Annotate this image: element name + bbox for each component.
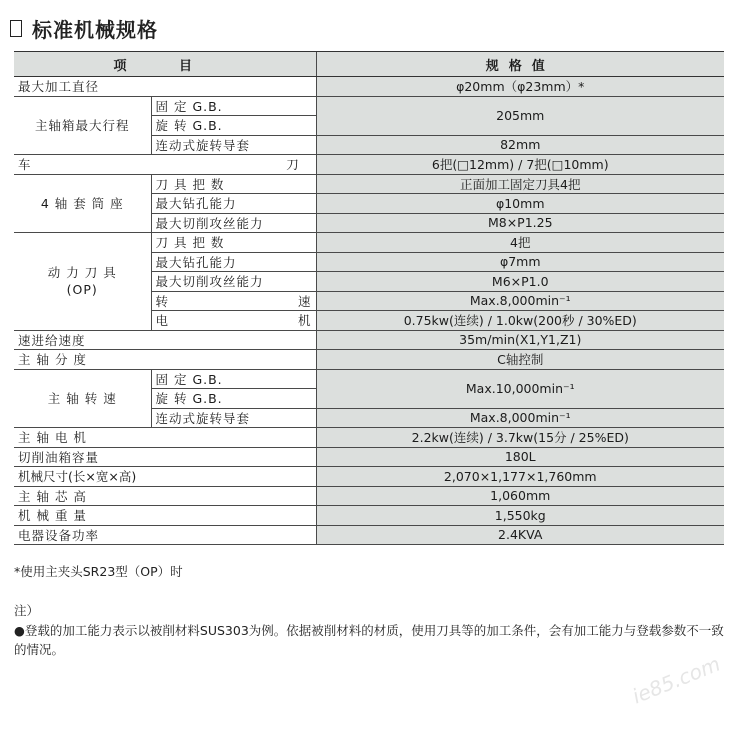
row-value: 35m/min(X1,Y1,Z1) — [316, 330, 724, 350]
row-value: φ7mm — [316, 252, 724, 272]
title-text: 标准机械规格 — [32, 18, 158, 42]
row-value: φ20mm（φ23mm）* — [316, 77, 724, 97]
row-value: 4把 — [316, 233, 724, 253]
sub-label: 连动式旋转导套 — [151, 135, 316, 155]
group-label: 主 轴 转 速 — [14, 369, 151, 428]
table-row — [14, 350, 724, 370]
note-text: ●登载的加工能力表示以被削材料SUS303为例。依据被削材料的材质，使用刀具等的加工条件，会有加工能力与登载参数不一致的情况。 — [14, 623, 724, 657]
notes-title: 注） — [14, 603, 40, 618]
row-label: 车 刀 — [14, 155, 316, 175]
sub-label: 旋 转 G.B. — [151, 116, 316, 136]
row-value: 正面加工固定刀具4把 — [316, 174, 724, 194]
row-value: Max.8,000min⁻¹ — [316, 408, 724, 428]
table-row — [14, 369, 724, 389]
row-label: 切削油箱容量 — [14, 447, 316, 467]
row-value: 1,550kg — [316, 506, 724, 526]
table-row — [14, 155, 724, 175]
table-row — [14, 486, 724, 506]
row-value: φ10mm — [316, 194, 724, 214]
sub-label: 电 机 — [151, 311, 316, 331]
sub-label: 固 定 G.B. — [151, 96, 316, 116]
sub-label: 刀 具 把 数 — [151, 174, 316, 194]
sub-label: 刀 具 把 数 — [151, 233, 316, 253]
table-row — [14, 525, 724, 545]
table-row — [14, 174, 724, 194]
table-header-row — [14, 52, 724, 77]
table-row — [14, 467, 724, 487]
row-value: 2.4KVA — [316, 525, 724, 545]
row-value: C轴控制 — [316, 350, 724, 370]
row-label: 最大加工直径 — [14, 77, 316, 97]
row-value: M8×P1.25 — [316, 213, 724, 233]
row-value: 0.75kw(连续) / 1.0kw(200秒 / 30%ED) — [316, 311, 724, 331]
group-label: 主轴箱最大行程 — [14, 96, 151, 155]
table-row — [14, 447, 724, 467]
sub-label: 最大切削攻丝能力 — [151, 272, 316, 292]
row-value: 180L — [316, 447, 724, 467]
row-value: Max.8,000min⁻¹ — [316, 291, 724, 311]
table-row — [14, 330, 724, 350]
sub-label: 最大钻孔能力 — [151, 194, 316, 214]
sub-label: 最大切削攻丝能力 — [151, 213, 316, 233]
spec-table — [14, 51, 724, 545]
group-label: 动 力 刀 具 (OP) — [14, 233, 151, 331]
row-label: 机械尺寸(长×宽×高) — [14, 467, 316, 487]
sub-label: 固 定 G.B. — [151, 369, 316, 389]
table-row — [14, 233, 724, 253]
row-label: 机 械 重 量 — [14, 506, 316, 526]
table-row — [14, 77, 724, 97]
sub-label: 最大钻孔能力 — [151, 252, 316, 272]
group-label: 4 轴 套 筒 座 — [14, 174, 151, 233]
row-value: 2,070×1,177×1,760mm — [316, 467, 724, 487]
table-row — [14, 428, 724, 448]
square-bullet-icon — [10, 20, 22, 37]
header-item: 项 目 — [14, 52, 316, 77]
row-label: 主 轴 分 度 — [14, 350, 316, 370]
table-row — [14, 96, 724, 116]
row-value: M6×P1.0 — [316, 272, 724, 292]
sub-label: 旋 转 G.B. — [151, 389, 316, 409]
row-value: 2.2kw(连续) / 3.7kw(15分 / 25%ED) — [316, 428, 724, 448]
spec-section-title — [10, 14, 158, 43]
row-value: 82mm — [316, 135, 724, 155]
footnote: *使用主夹头SR23型（OP）时 — [14, 564, 183, 579]
sub-label: 连动式旋转导套 — [151, 408, 316, 428]
table-row — [14, 506, 724, 526]
row-label: 主 轴 芯 高 — [14, 486, 316, 506]
header-value: 规格值 — [316, 52, 724, 77]
row-value: 1,060mm — [316, 486, 724, 506]
row-value: 205mm — [316, 96, 724, 135]
row-label: 速进给速度 — [14, 330, 316, 350]
row-value: 6把(□12mm) / 7把(□10mm) — [316, 155, 724, 175]
row-value: Max.10,000min⁻¹ — [316, 369, 724, 408]
watermark: ie85.com — [628, 651, 724, 709]
row-label: 电器设备功率 — [14, 525, 316, 545]
row-label: 主 轴 电 机 — [14, 428, 316, 448]
sub-label: 转 速 — [151, 291, 316, 311]
